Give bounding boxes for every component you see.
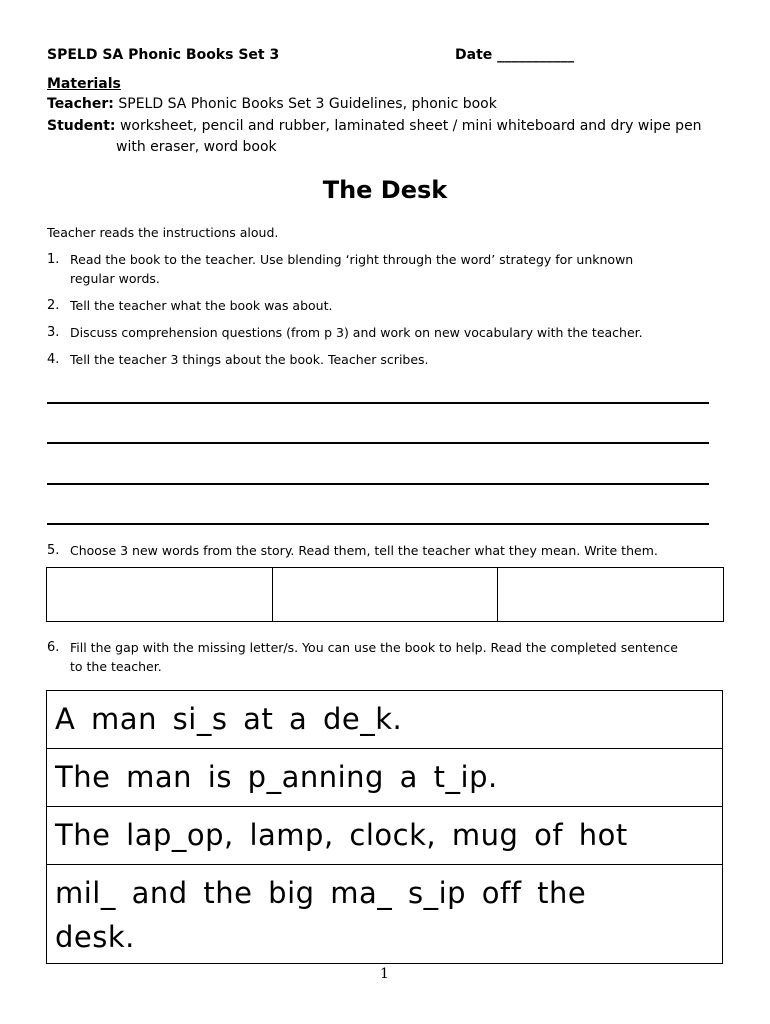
student-materials-text-cont: with eraser, word book [116,139,277,155]
page-number: 1 [380,966,389,982]
worksheet-series-title: SPELD SA Phonic Books Set 3 [47,47,280,63]
sentence-row[interactable]: mil_ and the big ma_ s_ip off the desk. [55,876,587,954]
materials-heading: Materials [47,76,121,92]
sentence-row[interactable]: The lap_op, lamp, clock, mug of hot [47,807,722,865]
instruction-6-text-cont: to the teacher. [70,659,162,674]
intro-text: Teacher reads the instructions aloud. [47,225,279,240]
student-label: Student: [47,118,116,134]
instruction-4-number: 4. [47,352,60,367]
instruction-1-number: 1. [47,252,60,267]
sentence-table [46,690,723,964]
sentence-row[interactable]: A man si_s at a de_k. [47,691,722,749]
worksheet-title: The Desk [322,176,448,204]
date-field[interactable]: Date ___________ [455,47,575,63]
instruction-4-text: Tell the teacher 3 things about the book. Teacher scribes. [70,352,429,367]
instruction-5-number: 5. [47,543,60,558]
instruction-2-number: 2. [47,298,60,313]
instruction-5-text: Choose 3 new words from the story. Read them, tell the teacher what they mean. Write them. [70,543,658,558]
word-box[interactable] [47,568,273,621]
teacher-label: Teacher: [47,96,114,112]
teacher-materials-text: SPELD SA Phonic Books Set 3 Guidelines, phonic book [118,96,497,112]
writing-line[interactable] [47,523,709,525]
new-words-boxes [46,567,724,622]
word-box[interactable] [498,568,723,621]
instruction-6-text: Fill the gap with the missing letter/s. You can use the book to help. Read the completed sentence [70,640,678,655]
instruction-3-text: Discuss comprehension questions (from p 3) and work on new vocabulary with the teacher. [70,325,643,340]
materials-student-row [47,118,702,134]
instruction-2-text: Tell the teacher what the book was about. [70,298,333,313]
instruction-1-text-cont: regular words. [70,271,160,286]
instruction-1-text: Read the book to the teacher. Use blending ‘right through the word’ strategy for unknown [70,252,634,267]
writing-line[interactable] [47,483,709,485]
instruction-6-number: 6. [47,640,60,655]
sentence-row[interactable]: The man is p_anning a t_ip. [47,749,722,807]
materials-teacher-row [47,96,497,112]
writing-line[interactable] [47,442,709,444]
word-box[interactable] [273,568,499,621]
instruction-3-number: 3. [47,325,60,340]
writing-line[interactable] [47,402,709,404]
student-materials-text: worksheet, pencil and rubber, laminated sheet / mini whiteboard and dry wipe pen [119,118,702,134]
